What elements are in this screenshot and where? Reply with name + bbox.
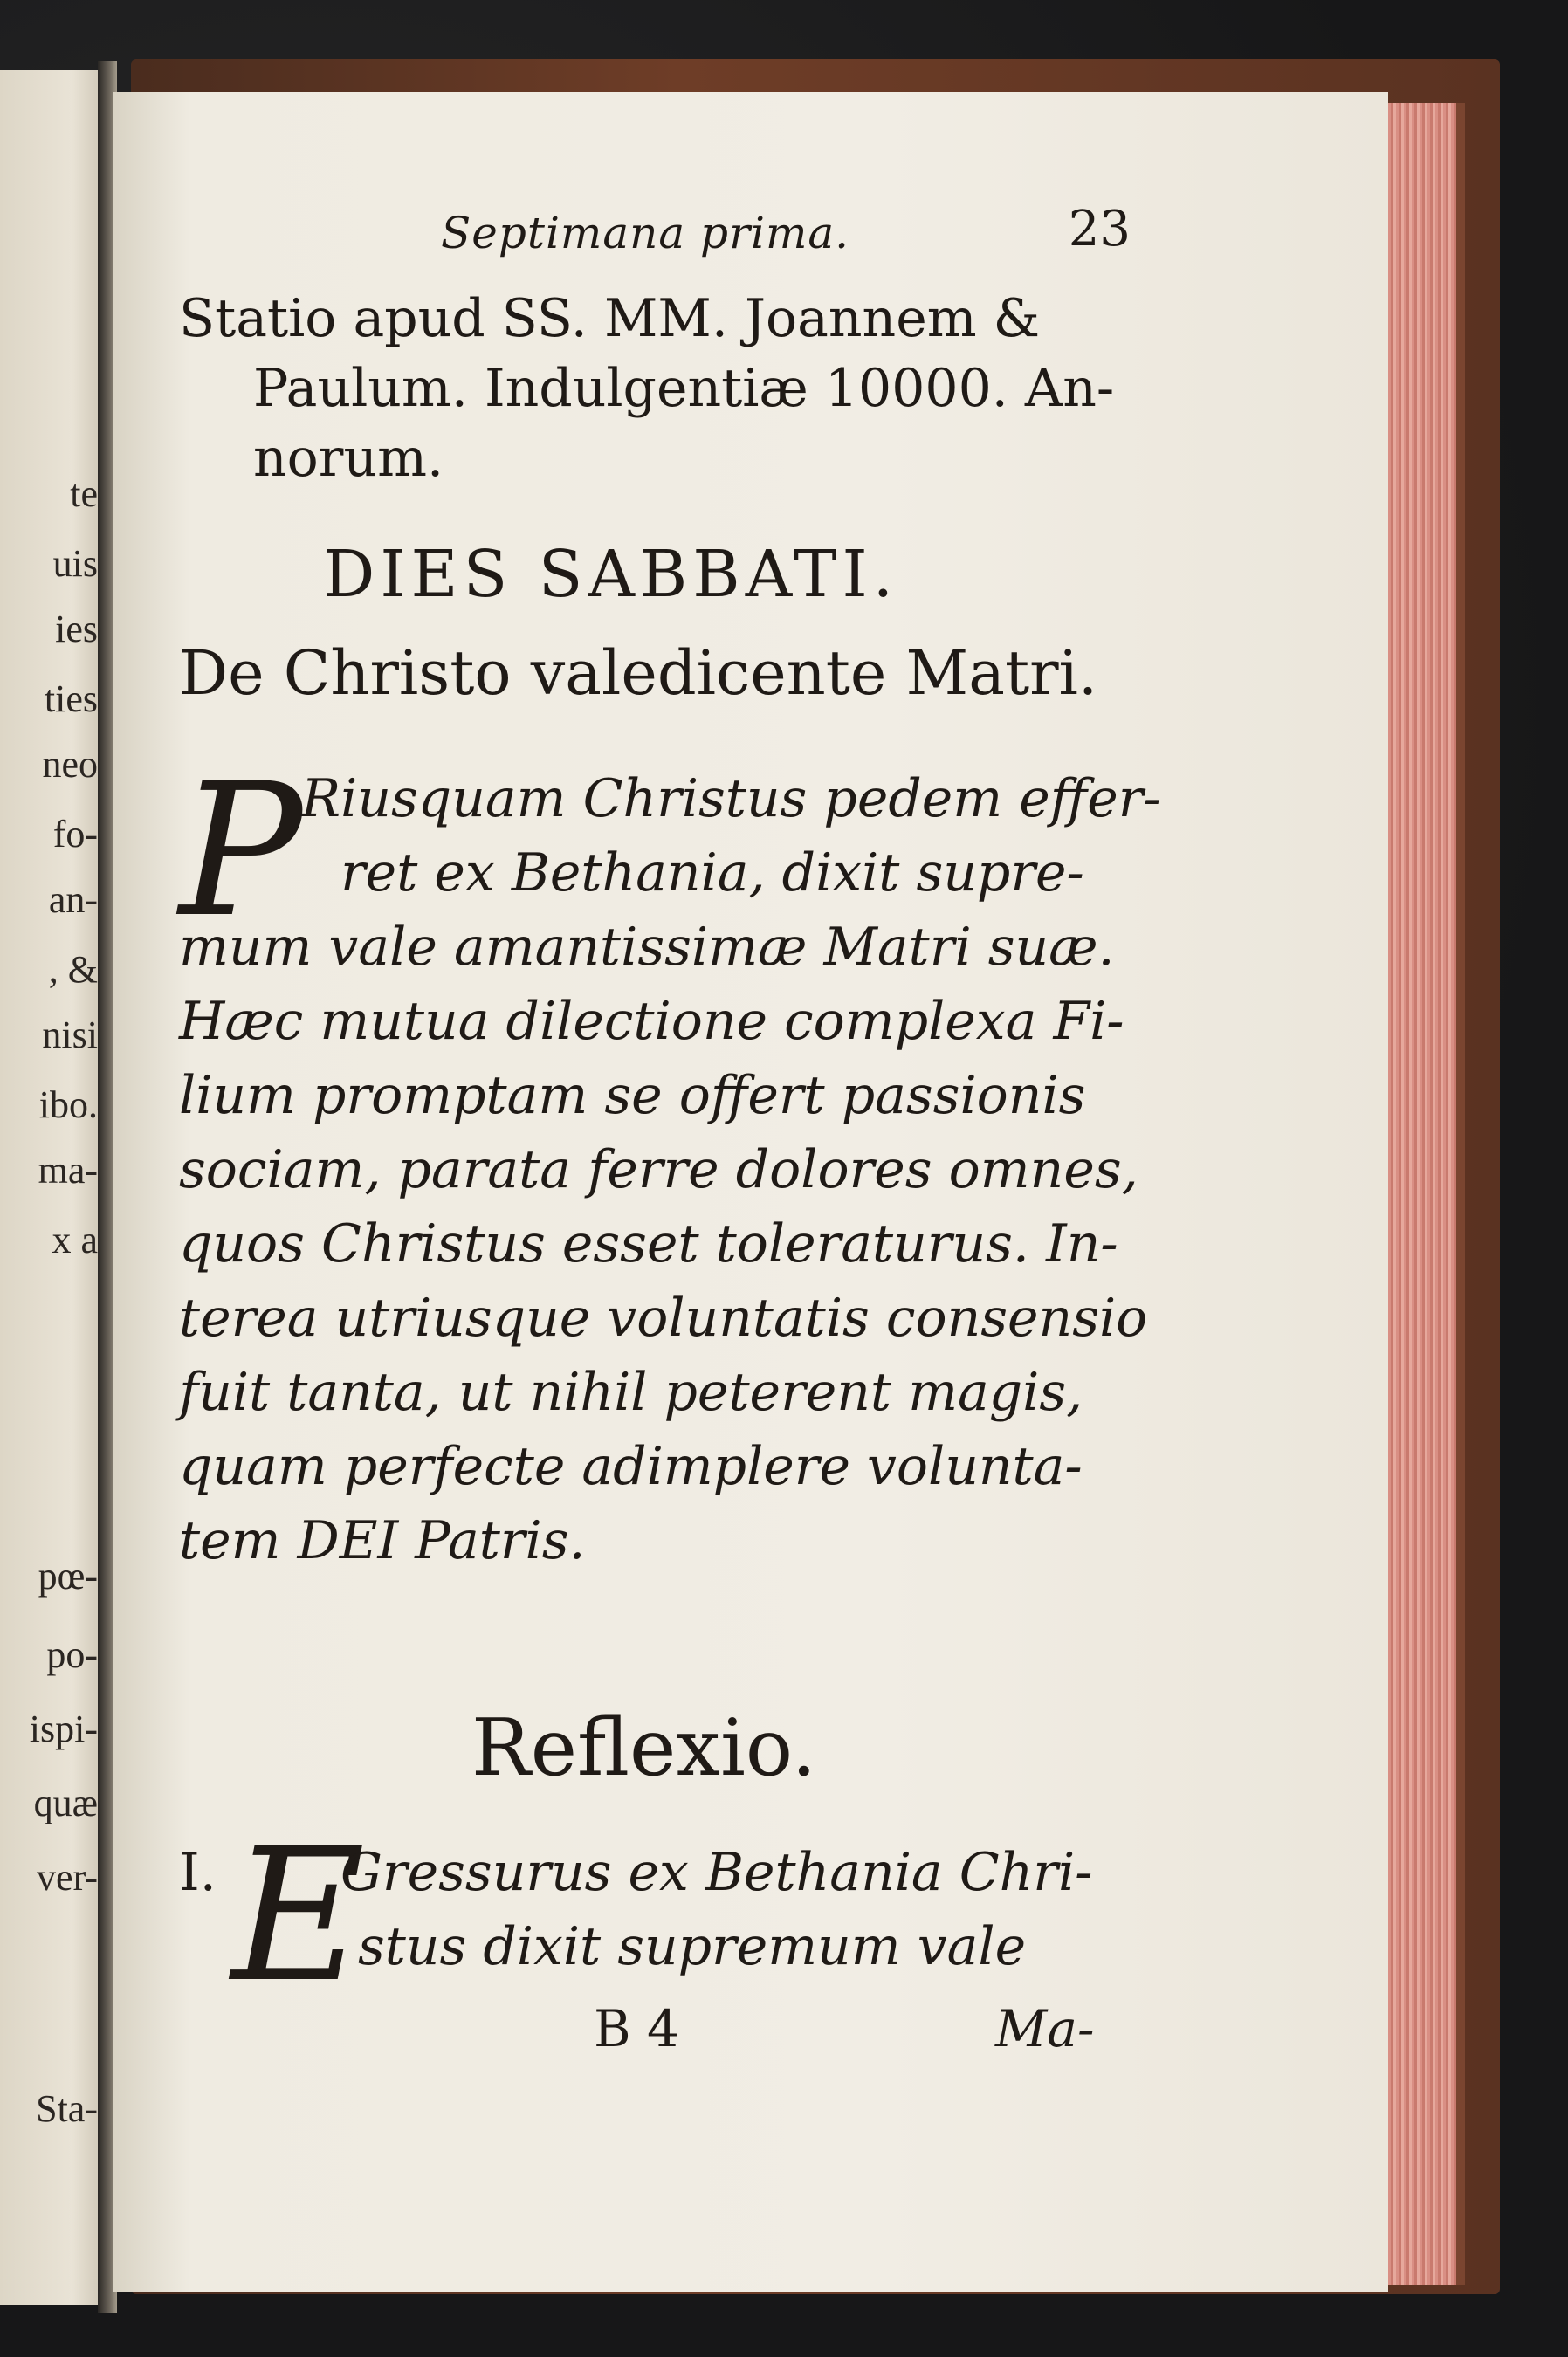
reflexio-title: Reflexio. bbox=[471, 1702, 817, 1794]
left-fragment: Sta- bbox=[36, 2087, 98, 2130]
left-fragment: fo- bbox=[52, 813, 98, 856]
left-fragment: uis bbox=[52, 542, 98, 585]
paragraph-line: mum vale amantissimæ Matri suæ. bbox=[179, 917, 1115, 978]
drop-cap-p: P bbox=[179, 744, 303, 958]
paragraph-line: fuit tanta, ut nihil peterent magis, bbox=[179, 1362, 1083, 1423]
catchword: Ma- bbox=[995, 1999, 1095, 2058]
paragraph-line: lium promptam se offert passionis bbox=[179, 1065, 1086, 1126]
paragraph-line: terea utriusque voluntatis consensio bbox=[179, 1288, 1148, 1349]
section-subtitle: De Christo valedicente Matri. bbox=[179, 637, 1098, 709]
left-fragment: nisi bbox=[42, 1014, 98, 1056]
left-fragment: x a bbox=[52, 1219, 98, 1261]
page-number: 23 bbox=[1068, 201, 1131, 258]
left-page-fragment bbox=[0, 70, 103, 2305]
page-fore-edge bbox=[1388, 103, 1465, 2285]
running-title: Septimana prima. bbox=[441, 208, 850, 258]
left-fragment: ies bbox=[55, 608, 98, 650]
left-fragment: ibo. bbox=[38, 1083, 98, 1126]
paragraph-line: sociam, parata ferre dolores omnes, bbox=[179, 1139, 1138, 1200]
reflexio-line: Gressurus ex Bethania Chri- bbox=[340, 1842, 1093, 1903]
drop-cap-e: E bbox=[231, 1809, 366, 2023]
left-fragment: te bbox=[70, 472, 98, 515]
signature-mark: B 4 bbox=[594, 1999, 679, 2058]
paragraph-line: quam perfecte adimplere volunta- bbox=[179, 1436, 1083, 1497]
reflexio-line: stus dixit supremum vale bbox=[358, 1916, 1027, 1977]
section-title: DIES SABBATI. bbox=[323, 537, 899, 612]
reflexio-number: I. bbox=[179, 1842, 217, 1903]
left-fragment: ties bbox=[44, 677, 98, 720]
left-fragment: neo bbox=[42, 743, 98, 786]
paragraph-line: ret ex Bethania, dixit supre- bbox=[340, 842, 1084, 904]
paragraph-line: quos Christus esset toleraturus. In- bbox=[179, 1213, 1118, 1275]
statio-line: norum. bbox=[253, 428, 444, 489]
left-fragment: ma- bbox=[38, 1149, 98, 1192]
statio-line: Paulum. Indulgentiæ 10000. An- bbox=[253, 358, 1115, 419]
left-fragment: ver- bbox=[37, 1856, 98, 1899]
left-fragment: ispi- bbox=[29, 1708, 98, 1750]
left-fragment: po- bbox=[46, 1633, 98, 1676]
paragraph-line: Riusquam Christus pedem effer- bbox=[301, 768, 1161, 829]
statio-line: Statio apud SS. MM. Joannem & bbox=[179, 288, 1041, 349]
paragraph-line: tem DEI Patris. bbox=[179, 1510, 586, 1571]
left-fragment: , & bbox=[48, 948, 98, 991]
running-head bbox=[179, 201, 1131, 271]
left-fragment: pœ- bbox=[38, 1555, 98, 1598]
paragraph-line: Hæc mutua dilectione complexa Fi- bbox=[179, 991, 1124, 1052]
left-fragment: an- bbox=[48, 878, 98, 921]
left-fragment: quæ bbox=[33, 1782, 98, 1824]
